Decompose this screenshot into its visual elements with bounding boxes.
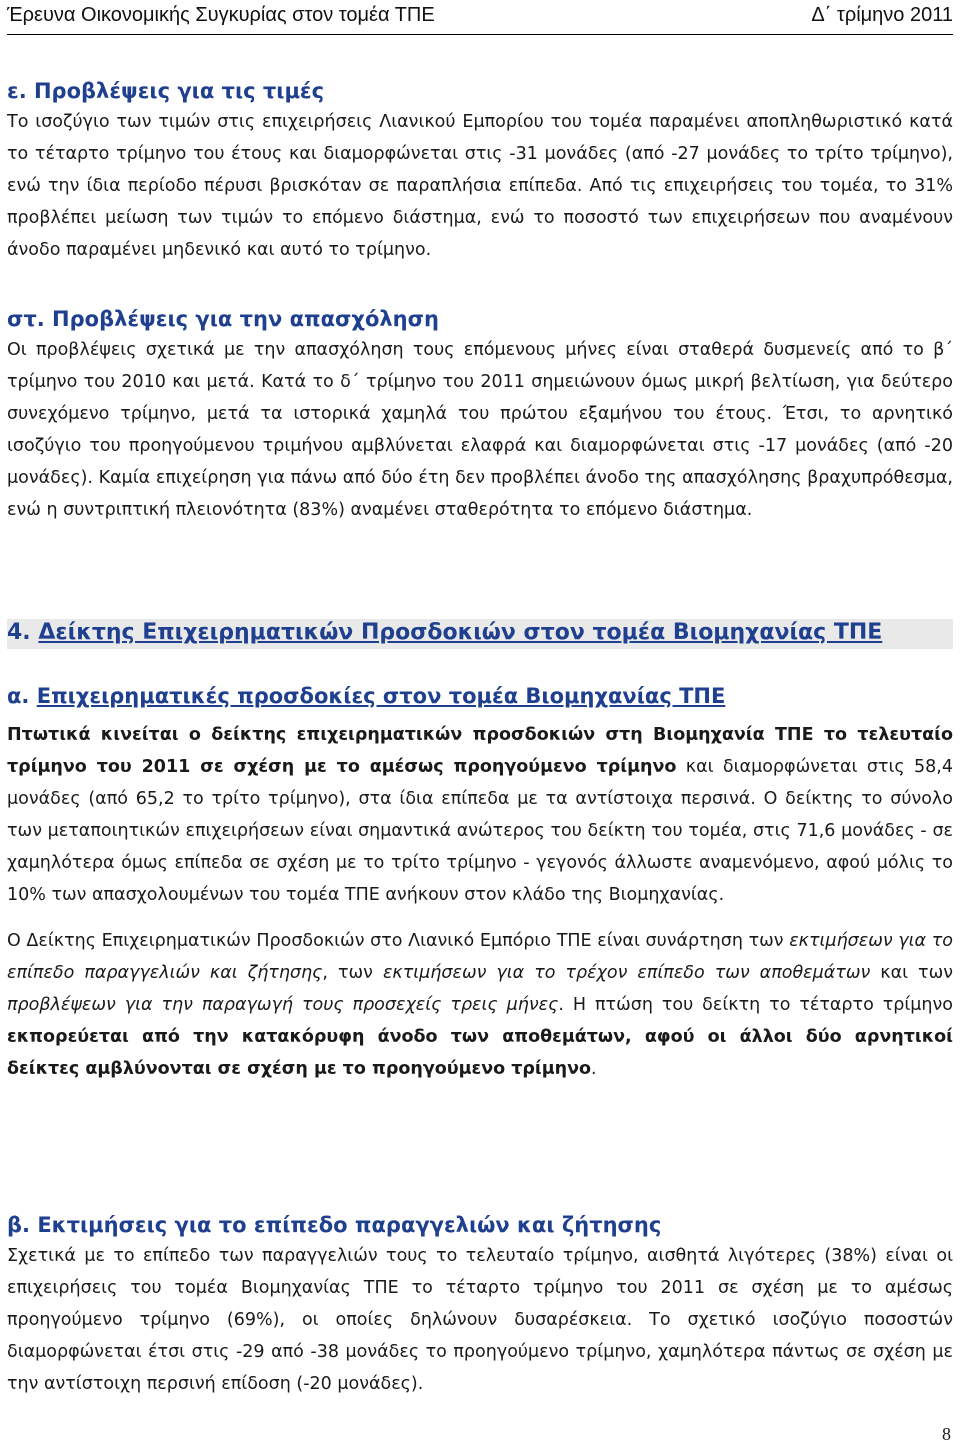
section-heading-orders: β. Εκτιμήσεις για το επίπεδο παραγγελιών και ζήτησης	[7, 1213, 662, 1237]
italic-run: εκτιμήσεων για το τρέχον επίπεδο των αποθεμάτων	[382, 963, 871, 983]
heading-text: Επιχειρηματικές προσδοκίες στον τομέα Βιομηχανίας ΤΠΕ	[36, 684, 726, 708]
paragraph-employment: Οι προβλέψεις σχετικά με την απασχόληση τους επόμενους μήνες είναι σταθερά δυσμενείς από το β΄ τρίμηνο του 2010 και μετά. Κατά το δ΄ τρίμηνο του 2011 σημειώνουν όμως μικρή βελτίωση, για δεύτερο συνεχόμενο τρίμηνο, μετά τα ιστορικά χαμηλά του πρώτου εξαμήνου του έτους. Έτσι, το αρνητικό ισοζύγιο του προηγούμενου τριμήνου αμβλύνεται ελαφρά και διαμορφώνεται στις -17 μονάδες (από -20 μονάδες). Καμία επιχείρηση για πάνω από δύο έτη δεν προβλέπει άνοδο της απασχόλησης βραχυπρόθεσμα, ενώ η συντριπτική πλειονότητα (83%) αναμένει σταθερότητα το επόμενο διάστημα.	[7, 340, 953, 520]
heading-prefix: α.	[7, 684, 30, 708]
paragraph-orders: Σχετικά με το επίπεδο των παραγγελιών τους το τελευταίο τρίμηνο, αισθητά λιγότερες (38%) είναι οι επιχειρήσεις του τομέα Βιομηχανίας ΤΠΕ το τέταρτο τρίμηνο του 2011 σε σχέση με το αμέσως προηγούμενο τρίμηνο (69%), οι οποίες δηλώνουν δυσαρέσκεια. Το σχετικό ισοζύγιο ποσοστών διαμορφώνεται έτσι στις -29 από -38 μονάδες το προηγούμενο τρίμηνο, χαμηλότερα πάντως σε σχέση με την αντίστοιχη περσινή επίδοση (-20 μονάδες).	[7, 1246, 953, 1394]
italic-run: εκτιμήσεων για το επίπεδο παραγγελιών και ζήτησης	[7, 931, 953, 983]
text-run: . Η πτώση του δείκτη το τέταρτο τρίμηνο	[558, 995, 953, 1015]
section-employment-forecasts	[7, 304, 953, 526]
section-title-text: Δείκτης Επιχειρηματικών Προσδοκιών στον τομέα Βιομηχανίας ΤΠΕ	[38, 620, 883, 645]
bold-lead: Πτωτικά κινείται ο δείκτης επιχειρηματικών προσδοκιών στη Βιομηχανία ΤΠΕ το τελευταίο τρίμηνο του 2011 σε σχέση με το αμέσως προηγούμενο τρίμηνο	[7, 725, 953, 777]
section-title	[7, 620, 882, 645]
section-number: 4.	[7, 620, 31, 645]
page-number: 8	[942, 1424, 951, 1444]
page-header	[7, 0, 953, 35]
section-heading-prices: ε. Προβλέψεις για τις τιμές	[7, 79, 325, 103]
bold-run: εκπορεύεται από την κατακόρυφη άνοδο των αποθεμάτων, αφού οι άλλοι δύο αρνητικοί δείκτες αμβλύνονται σε σχέση με το προηγούμενο τρίμηνο	[7, 1027, 953, 1079]
header-period: Δ΄ τρίμηνο 2011	[811, 4, 953, 26]
section-heading-employment: στ. Προβλέψεις για την απασχόληση	[7, 307, 439, 331]
text-run: και των	[870, 963, 954, 983]
header-title: Έρευνα Οικονομικής Συγκυρίας στον τομέα ΤΠΕ	[7, 4, 435, 26]
section-heading-expectations	[7, 681, 953, 711]
paragraph-expectations-2	[7, 925, 953, 1085]
section-title-bar	[7, 619, 953, 649]
text-run: , των	[322, 963, 383, 983]
section-business-expectations	[7, 681, 953, 1085]
paragraph-expectations-1	[7, 719, 953, 911]
paragraph-rest: και διαμορφώνεται στις 58,4 μονάδες (από 65,2 το τρίτο τρίμηνο), στα ίδια επίπεδα με τα αντίστοιχα περσινά. Ο δείκτης το σύνολο των μεταποιητικών επιχειρήσεων είναι σημαντικά ανώτερος του δείκτη του τομέα, στις 71,6 μονάδες - σε χαμηλότερα όμως επίπεδα σε σχέση με το τρίτο τρίμηνο - γεγονός άλλωστε αναμενόμενο, αφού μόλις το 10% των απασχολουμένων του τομέα ΤΠΕ ανήκουν στον κλάδο της Βιομηχανίας.	[7, 757, 953, 905]
italic-run: προβλέψεων για την παραγωγή τους προσεχείς τρεις μήνες	[7, 995, 559, 1015]
section-orders-demand	[7, 1210, 953, 1400]
text-run: Ο Δείκτης Επιχειρηματικών Προσδοκιών στο Λιανικό Εμπόριο ΤΠΕ είναι συνάρτηση των	[7, 931, 790, 951]
paragraph-prices: Το ισοζύγιο των τιμών στις επιχειρήσεις Λιανικού Εμπορίου του τομέα παραμένει αποπληθωριστικό κατά το τέταρτο τρίμηνο του έτους και διαμορφώνεται στις -31 μονάδες (από -27 μονάδες το τρίτο τρίμηνο), ενώ την ίδια περίοδο πέρυσι βρισκόταν σε παραπλήσια επίπεδα. Από τις επιχειρήσεις του τομέα, το 31% προβλέπει μείωση των τιμών το επόμενο διάστημα, ενώ το ποσοστό των επιχειρήσεων που αναμένουν άνοδο παραμένει μηδενικό και αυτό το τρίμηνο.	[7, 112, 953, 260]
text-run: .	[591, 1059, 597, 1079]
section-price-forecasts	[7, 76, 953, 266]
